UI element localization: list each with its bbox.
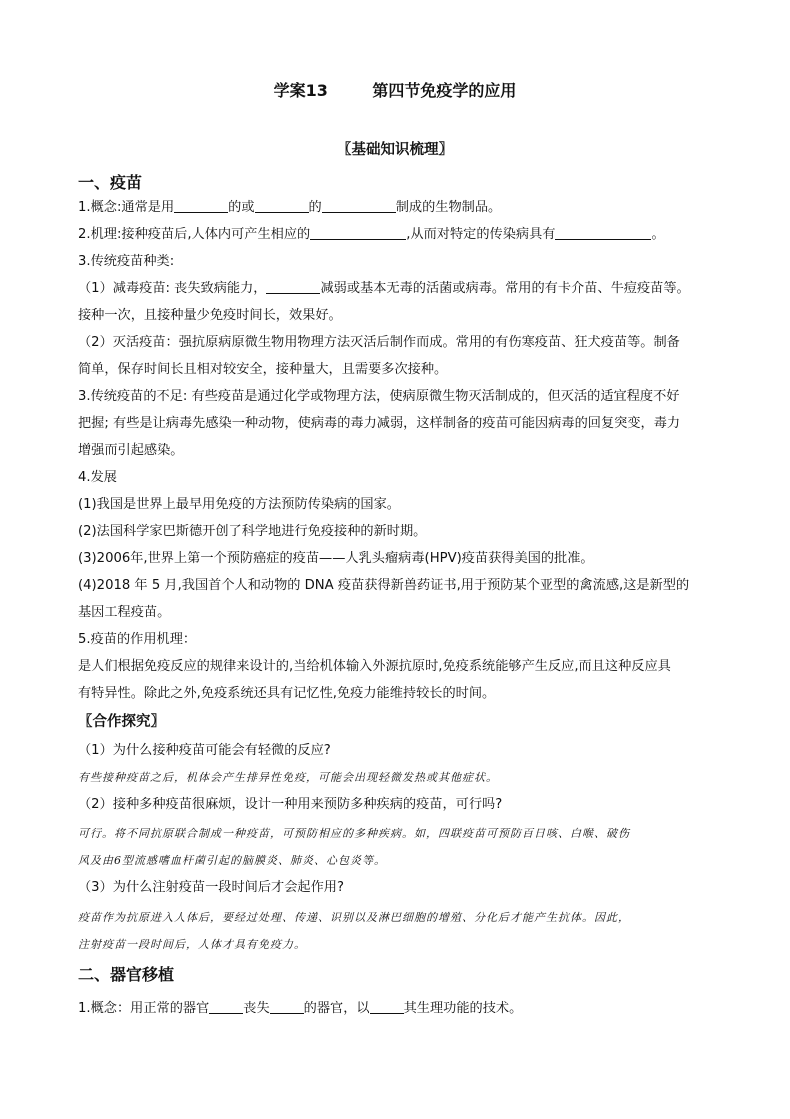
cooperative-heading: 〖合作探究〗 <box>78 714 165 730</box>
development-4: (4)2018 年 5 月,我国首个人和动物的 DNA 疫苗获得新兽药证书,用于预防某个亚型的禽流感,这是新型的 <box>78 578 690 593</box>
live-vaccine-line2: 接种一次，且接种量少免疫时间长，效果好。 <box>78 308 342 323</box>
section-subtitle: 〖基础知识梳理〗 <box>337 142 453 158</box>
fill-blank[interactable] <box>255 198 309 213</box>
question-1: （1）为什么接种疫苗可能会有轻微的反应? <box>78 743 331 758</box>
role-heading: 5.疫苗的作用机理： <box>78 632 197 647</box>
answer-3-line2: 注射疫苗一段时间后，人体才具有免疫力。 <box>78 938 306 951</box>
killed-vaccine: （2）灭活疫苗：强抗原病原微生物用物理方法灭活后制作而成。常用的有伤寒疫苗、狂犬疫苗等。制备 <box>78 335 680 350</box>
answer-1: 有些接种疫苗之后，机体会产生排异性免疫，可能会出现轻微发热或其他症状。 <box>78 771 498 784</box>
role-line1: 是人们根据免疫反应的规律来设计的,当给机体输入外源抗原时,免疫系统能够产生反应,而且这种反应具 <box>78 659 671 674</box>
role-line2: 有特异性。除此之外,免疫系统还具有记忆性,免疫力能维持较长的时间。 <box>78 686 496 701</box>
development-4-line2: 基因工程疫苗。 <box>78 605 171 620</box>
shortcoming-line2: 把握; 有些是让病毒先感染一种动物，使病毒的毒力减弱，这样制备的疫苗可能因病毒的回复突变，毒力 <box>78 416 681 431</box>
vaccine-mechanism: 2.机理:接种疫苗后,人体内可产生相应的 ,从而对特定的传染病具有 。 <box>78 227 665 242</box>
transplant-concept: 1.概念：用正常的器官 丧失 的器官，以 其生理功能的技术。 <box>78 1001 523 1016</box>
answer-2-line2: 风及由6型流感嗜血杆菌引起的脑膜炎、肺炎、心包炎等。 <box>78 854 386 867</box>
fill-blank[interactable] <box>209 999 243 1014</box>
development-heading: 4.发展 <box>78 470 117 485</box>
answer-2-line1: 可行。将不同抗原联合制成一种疫苗，可预防相应的多种疾病。如，四联疫苗可预防百日咳、白喉、破伤 <box>78 827 630 840</box>
fill-blank[interactable] <box>174 198 228 213</box>
vaccine-types-heading: 3.传统疫苗种类: <box>78 254 175 269</box>
fill-blank[interactable] <box>322 198 396 213</box>
heading-organ-transplant: 二、器官移植 <box>78 965 175 984</box>
question-3: （3）为什么注射疫苗一段时间后才会起作用? <box>78 880 344 895</box>
fill-blank[interactable] <box>266 279 320 294</box>
question-2: （2）接种多种疫苗很麻烦，设计一种用来预防多种疾病的疫苗，可行吗? <box>78 797 503 812</box>
fill-blank[interactable] <box>370 999 404 1014</box>
fill-blank[interactable] <box>555 225 651 240</box>
development-2: (2)法国科学家巴斯德开创了科学地进行免疫接种的新时期。 <box>78 524 427 539</box>
page-title: 学案13 第四节免疫学的应用 <box>273 81 517 100</box>
development-3: (3)2006年,世界上第一个预防癌症的疫苗——人乳头瘤病毒(HPV)疫苗获得美国的批准。 <box>78 551 594 566</box>
shortcoming-line1: 3.传统疫苗的不足: 有些疫苗是通过化学或物理方法，使病原微生物灭活制成的，但灭活的适宜程度不好 <box>78 389 680 404</box>
live-vaccine: （1）减毒疫苗: 丧失致病能力， 减弱或基本无毒的活菌或病毒。常用的有卡介苗、牛痘疫苗等。 <box>78 281 690 296</box>
killed-vaccine-line2: 简单，保存时间长且相对较安全，接种量大，且需要多次接种。 <box>78 362 448 377</box>
answer-3-line1: 疫苗作为抗原进入人体后，要经过处理、传递、识别以及淋巴细胞的增殖、分化后才能产生抗体。因此， <box>78 911 630 924</box>
vaccine-concept: 1.概念:通常是用 的或 的 制成的生物制品。 <box>78 200 502 215</box>
development-1: (1)我国是世界上最早用免疫的方法预防传染病的国家。 <box>78 497 400 512</box>
fill-blank[interactable] <box>310 225 406 240</box>
fill-blank[interactable] <box>270 999 304 1014</box>
heading-vaccine: 一、疫苗 <box>78 173 143 192</box>
shortcoming-line3: 增强而引起感染。 <box>78 443 184 458</box>
